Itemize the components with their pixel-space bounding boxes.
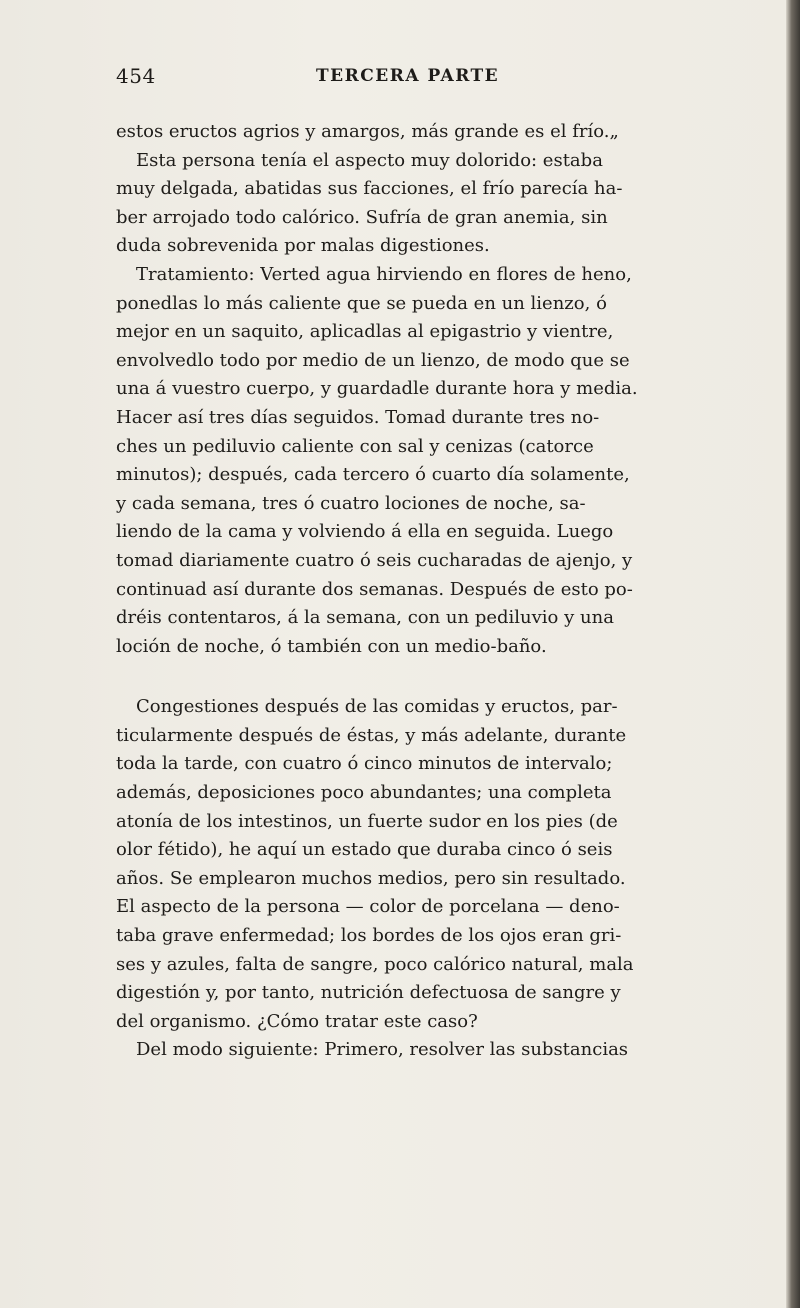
- text-line: liendo de la cama y volviendo á ella en seguida. Luego: [116, 521, 614, 543]
- page-edge-shadow: [786, 0, 800, 1308]
- text-line: ticularmente después de éstas, y más adelante, durante: [116, 724, 627, 746]
- text-line: loción de noche, ó también con un medio-baño.: [116, 635, 547, 657]
- text-line: ses y azules, falta de sangre, poco calórico natural, mala: [116, 953, 634, 975]
- text-line: duda sobrevenida por malas digestiones.: [116, 235, 490, 257]
- text-line: continuad así durante dos semanas. Después de esto po-: [116, 578, 633, 600]
- paragraph-3: [116, 693, 756, 1065]
- running-head: TERCERA PARTE: [316, 66, 500, 86]
- text-line: estos eructos agrios y amargos, más grande es el frío.„: [116, 121, 619, 142]
- paragraph-1: [116, 118, 756, 261]
- text-line: Tratamiento: Verted agua hirviendo en flores de heno,: [136, 263, 632, 285]
- page-header: [116, 64, 756, 94]
- text-line: dréis contentaros, á la semana, con un pediluvio y una: [116, 607, 614, 629]
- paragraph-gap: [116, 661, 756, 693]
- text-line: mejor en un saquito, aplicadlas al epigastrio y vientre,: [116, 321, 614, 343]
- text-line: muy delgada, abatidas sus facciones, el frío parecía ha-: [116, 178, 623, 200]
- text-line: Esta persona tenía el aspecto muy dolorido: estaba: [136, 149, 603, 171]
- text-line: Hacer así tres días seguidos. Tomad durante tres no-: [116, 406, 600, 428]
- text-line: envolvedlo todo por medio de un lienzo, de modo que se: [116, 349, 630, 371]
- text-line: Congestiones después de las comidas y eructos, par-: [136, 696, 618, 718]
- text-line: digestión y, por tanto, nutrición defectuosa de sangre y: [116, 982, 621, 1004]
- paragraph-2: [116, 261, 756, 661]
- text-line: taba grave enfermedad; los bordes de los ojos eran gri-: [116, 925, 622, 947]
- text-line: Del modo siguiente: Primero, resolver las substancias: [136, 1039, 629, 1061]
- text-line: toda la tarde, con cuatro ó cinco minutos de intervalo;: [116, 753, 613, 775]
- text-line: del organismo. ¿Cómo tratar este caso?: [116, 1010, 478, 1032]
- text-line: tomad diariamente cuatro ó seis cucharadas de ajenjo, y: [116, 549, 633, 571]
- page-number: 454: [116, 64, 156, 88]
- text-line: olor fétido), he aquí un estado que duraba cinco ó seis: [116, 839, 613, 861]
- text-line: atonía de los intestinos, un fuerte sudor en los pies (de: [116, 810, 618, 832]
- text-line: años. Se emplearon muchos medios, pero sin resultado.: [116, 867, 626, 889]
- text-line: ponedlas lo más caliente que se pueda en un lienzo, ó: [116, 292, 607, 314]
- text-line: minutos); después, cada tercero ó cuarto día solamente,: [116, 464, 630, 486]
- text-line: y cada semana, tres ó cuatro lociones de noche, sa-: [116, 492, 586, 514]
- text-line: ber arrojado todo calórico. Sufría de gran anemia, sin: [116, 206, 608, 228]
- body-text: [116, 118, 756, 1065]
- text-line: una á vuestro cuerpo, y guardadle durante hora y media.: [116, 378, 638, 400]
- text-line: además, deposiciones poco abundantes; una completa: [116, 782, 612, 804]
- text-line: ches un pediluvio caliente con sal y cenizas (catorce: [116, 435, 594, 457]
- text-line: El aspecto de la persona — color de porcelana — deno-: [116, 896, 620, 918]
